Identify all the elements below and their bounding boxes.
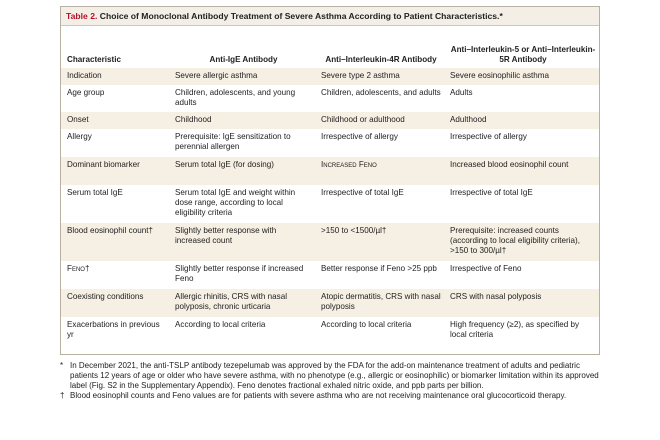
table-row — [61, 157, 599, 185]
table-row — [61, 223, 599, 261]
cell-anti-ige: Severe allergic asthma — [169, 68, 315, 85]
header-anti-il5: Anti–Interleukin-5 or Anti–Interleukin-5R Antibody — [450, 45, 596, 64]
footnote — [60, 391, 604, 401]
header-row — [61, 26, 599, 68]
row-characteristic: Onset — [61, 112, 169, 129]
row-characteristic: Serum total IgE — [67, 188, 123, 197]
cell-anti-il4r: According to local criteria — [321, 320, 412, 329]
table-row — [61, 85, 599, 112]
cell-anti-il5: Severe eosinophilic asthma — [444, 68, 599, 85]
row-characteristic: Coexisting conditions — [61, 289, 169, 317]
footnote-mark: † — [60, 391, 65, 400]
table-row — [61, 317, 599, 345]
cell-anti-ige: Slightly better response if increased Feno — [175, 264, 304, 283]
header-anti-il4r: Anti–Interleukin-4R Antibody — [325, 55, 437, 64]
cell-anti-il5: High frequency (≥2), as specified by local criteria — [450, 320, 580, 339]
header-characteristic: Characteristic — [67, 55, 121, 64]
cell-anti-il5: Adulthood — [444, 112, 599, 129]
cell-anti-il5: Adults — [450, 88, 473, 97]
table-row — [61, 289, 599, 317]
header-anti-ige: Anti-IgE Antibody — [209, 55, 278, 64]
footnote-text: Blood eosinophil counts and Feno values are for patients with severe asthma who are not receiving maintenance oral glucocorticoid therapy. — [70, 391, 567, 400]
cell-anti-il5: Prerequisite: increased counts (according to local eligibility criteria), >150 to 300/µl† — [444, 223, 599, 261]
footnote — [60, 361, 604, 391]
footnotes — [60, 361, 604, 401]
row-characteristic: Exacerbations in previous yr — [67, 320, 160, 339]
table-frame — [60, 6, 600, 355]
table-row — [61, 112, 599, 129]
cell-anti-ige: According to local criteria — [175, 320, 266, 329]
antibody-table — [61, 26, 599, 345]
row-characteristic: Allergy — [67, 132, 92, 141]
cell-anti-il4r: Irrespective of allergy — [321, 132, 398, 141]
row-characteristic: Indication — [61, 68, 169, 85]
cell-anti-il4r: Better response if Feno >25 ppb — [321, 264, 437, 273]
cell-anti-il4r: Childhood or adulthood — [315, 112, 444, 129]
cell-anti-il5: Irrespective of total IgE — [450, 188, 533, 197]
table-caption — [61, 7, 599, 26]
row-characteristic: Feno† — [67, 264, 90, 273]
cell-anti-ige: Serum total IgE (for dosing) — [169, 157, 315, 185]
row-characteristic: Age group — [67, 88, 105, 97]
cell-anti-il5: Increased blood eosinophil count — [444, 157, 599, 185]
table-title: Choice of Monoclonal Antibody Treatment of Severe Asthma According to Patient Characteristics.* — [99, 11, 503, 21]
cell-anti-il5: Irrespective of allergy — [450, 132, 527, 141]
row-characteristic: Dominant biomarker — [61, 157, 169, 185]
footnote-text: In December 2021, the anti-TSLP antibody tezepelumab was approved by the FDA for the add-on maintenance treatment of adults and pediatric patients 12 years of age or older who have severe asthma, with no phenotype (e.g., allergic or eosinophilic) or biomarker limitation within its approved label (Fig. S2 in the Supplementary Appendix). Feno denotes fractional exhaled nitric oxide, and ppb parts per billion. — [70, 361, 599, 390]
cell-anti-ige: Slightly better response with increased count — [169, 223, 315, 261]
footnote-mark: * — [60, 361, 64, 370]
cell-anti-il5: Irrespective of Feno — [450, 264, 522, 273]
cell-anti-il4r: Children, adolescents, and adults — [321, 88, 441, 97]
cell-anti-il4r: Irrespective of total IgE — [321, 188, 404, 197]
cell-anti-ige: Allergic rhinitis, CRS with nasal polyposis, chronic urticaria — [169, 289, 315, 317]
cell-anti-il5: CRS with nasal polyposis — [444, 289, 599, 317]
table-row — [61, 185, 599, 223]
table-row — [61, 68, 599, 85]
cell-anti-ige: Childhood — [169, 112, 315, 129]
cell-anti-il4r: Severe type 2 asthma — [315, 68, 444, 85]
cell-anti-il4r: Atopic dermatitis, CRS with nasal polyposis — [315, 289, 444, 317]
row-characteristic: Blood eosinophil count† — [61, 223, 169, 261]
cell-anti-il4r: >150 to <1500/µl† — [315, 223, 444, 261]
cell-anti-ige: Serum total IgE and weight within dose range, according to local eligibility criteria — [175, 188, 296, 217]
cell-anti-ige: Prerequisite: IgE sensitization to perennial allergen — [175, 132, 291, 151]
cell-anti-il4r: Increased Feno — [315, 157, 444, 185]
table-row — [61, 261, 599, 289]
table-row — [61, 129, 599, 157]
cell-anti-ige: Children, adolescents, and young adults — [175, 88, 296, 107]
table-number: Table 2. — [66, 11, 98, 21]
